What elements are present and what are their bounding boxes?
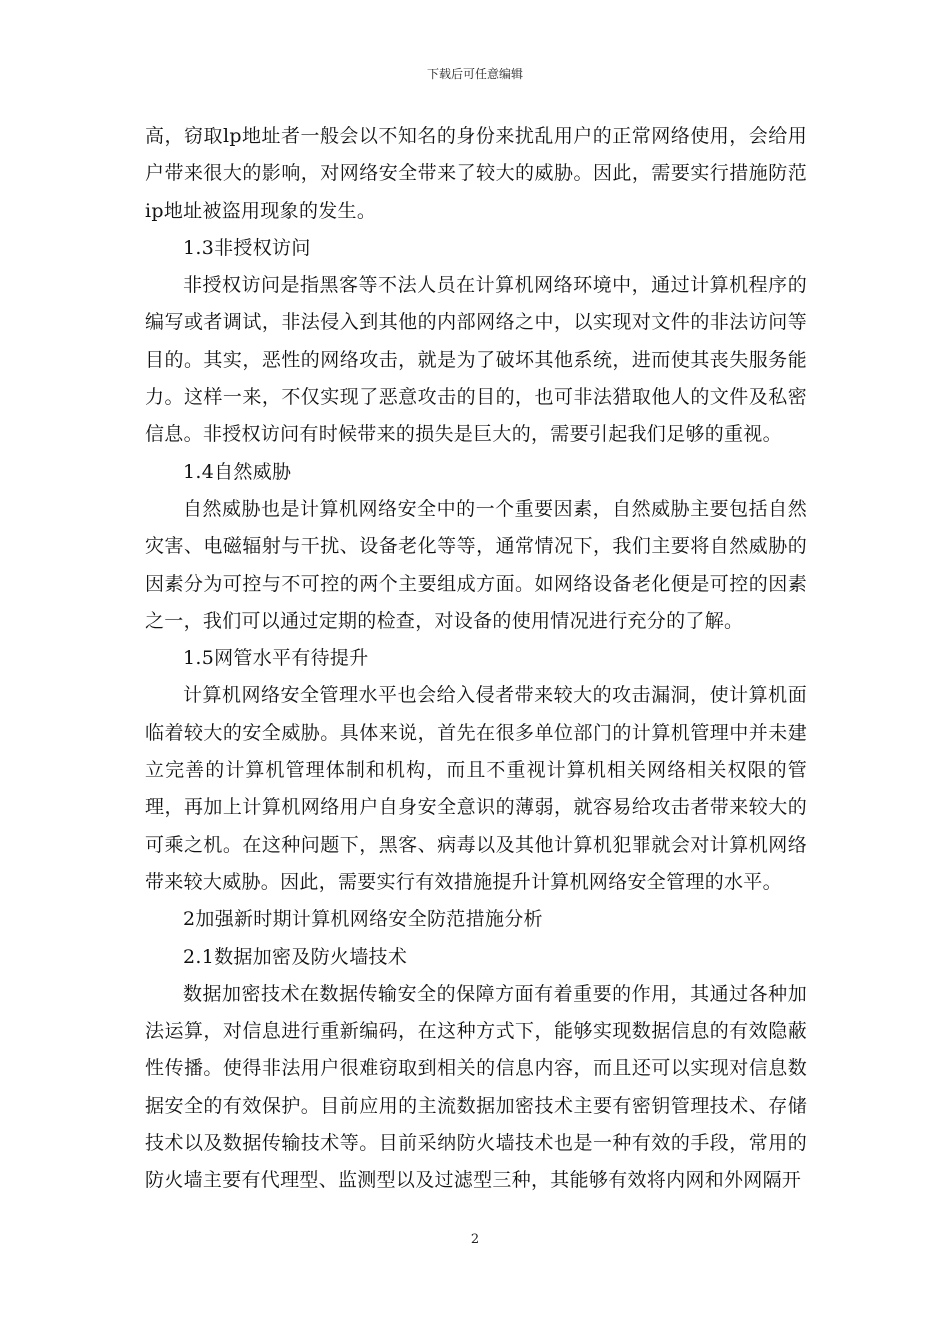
section-heading-1-5: 1.5网管水平有待提升 (183, 647, 369, 670)
paragraph-natural-threats: 自然威胁也是计算机网络安全中的一个重要因素，自然威胁主要包括自然灾害、电磁辐射与干扰、设备老化等等，通常情况下，我们主要将自然威胁的因素分为可控与不可控的两个主要组成方面。如网络设备老化便是可控的因素之一，我们可以通过定期的检查，对设备的使用情况进行充分的了解。 (145, 497, 807, 632)
paragraph-encryption-firewall: 数据加密技术在数据传输安全的保障方面有着重要的作用，其通过各种加法运算，对信息进行重新编码，在这种方式下，能够实现数据信息的有效隐蔽性传播。使得非法用户很难窃取到相关的信息内容，而且还可以实现对信息数据安全的有效保护。目前应用的主流数据加密技术主要有密钥管理技术、存储技术以及数据传输技术等。目前采纳防火墙技术也是一种有效的手段，常用的防火墙主要有代理型、监测型以及过滤型三种，其能够有效将内网和外网隔开 (145, 982, 807, 1192)
document-body (145, 118, 807, 1200)
section-heading-1-3: 1.3非授权访问 (183, 236, 311, 259)
section-heading-1-4: 1.4自然威胁 (183, 460, 292, 483)
paragraph-network-management: 计算机网络安全管理水平也会给入侵者带来较大的攻击漏洞，使计算机面临着较大的安全威胁。具体来说，首先在很多单位部门的计算机管理中并未建立完善的计算机管理体制和机构，而且不重视计算机相关网络相关权限的管理，再加上计算机网络用户自身安全意识的薄弱，就容易给攻击者带来较大的可乘之机。在这种问题下，黑客、病毒以及其他计算机犯罪就会对计算机网络带来较大威胁。因此，需要实行有效措施提升计算机网络安全管理的水平。 (145, 684, 807, 893)
paragraph-ip-theft: 高，窃取lp地址者一般会以不知名的身份来扰乱用户的正常网络使用，会给用户带来很大的影响，对网络安全带来了较大的威胁。因此，需要实行措施防范ip地址被盗用现象的发生。 (145, 125, 807, 222)
section-heading-2: 2加强新时期计算机网络安全防范措施分析 (183, 908, 543, 931)
paragraph-unauthorized-access: 非授权访问是指黑客等不法人员在计算机网络环境中，通过计算机程序的编写或者调试，非法侵入到其他的内部网络之中，以实现对文件的非法访问等目的。其实，恶性的网络攻击，就是为了破坏其他系统，进而使其丧失服务能力。这样一来，不仅实现了恶意攻击的目的，也可非法猎取他人的文件及私密信息。非授权访问有时候带来的损失是巨大的，需要引起我们足够的重视。 (145, 274, 807, 446)
page-header: 下载后可任意编辑 (426, 67, 523, 81)
page-number: 2 (470, 1232, 480, 1247)
section-heading-2-1: 2.1数据加密及防火墙技术 (183, 945, 408, 968)
